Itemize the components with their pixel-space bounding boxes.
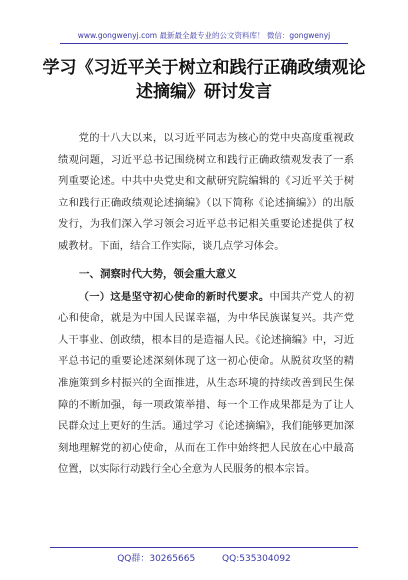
footer-qq: QQ:535304092 — [222, 554, 291, 564]
section-heading: 一、洞察时代大势，领会重大意义 — [79, 267, 237, 280]
header-text: www.gongwenyj.com 最新最全最专业的公文资料库！ 微信：gongwenyj — [77, 31, 331, 40]
section-text: 中国共产党人的初心和使命，就是为中国人民谋幸福，为中华民族谋复兴。共产党人干事业、创政绩，根本目的是造福人民。《论述摘编》中，习近平总书记的重要论述深刻体现了这一初心使命。从脱贫攻坚的精准施策到乡村振兴的全面推进，从生态环境的持续改善到民生保障的不断加强，每一项政策举措、每一个工作成果都是为了让人民群众过上更好的生活。通过学习《论述摘编》，我们能够更加深刻地理解党的初心使命，从而在工作中始终把人民放在心中最高位置，以实际行动践行全心全意为人民服务的根本宗旨。 — [58, 290, 355, 476]
footer-qq-group: QQ群：30265665 — [117, 554, 196, 564]
section-paragraph — [58, 287, 354, 481]
subsection-lead: （一）这是坚守初心使命的新时代要求。 — [78, 290, 270, 303]
page-footer — [0, 551, 408, 564]
footer-divider — [50, 547, 358, 548]
intro-paragraph: 党的十八大以来，以习近平同志为核心的党中央高度重视政绩观问题，习近平总书记围绕树立和践行正确政绩观发表了一系列重要论述。中共中央党史和文献研究院编辑的《习近平关于树立和践行正确政绩观论述摘编》（以下简称《论述摘编》）的出版发行，为我们深入学习领会习近平总书记相关重要论述提供了权威教材。下面，结合工作实际，谈几点学习体会。 — [58, 132, 354, 252]
header-divider — [60, 43, 348, 44]
document-body — [58, 128, 354, 481]
page-header — [0, 0, 408, 44]
document-title: 学习《习近平关于树立和践行正确政绩观论述摘编》研讨发言 — [42, 58, 366, 102]
